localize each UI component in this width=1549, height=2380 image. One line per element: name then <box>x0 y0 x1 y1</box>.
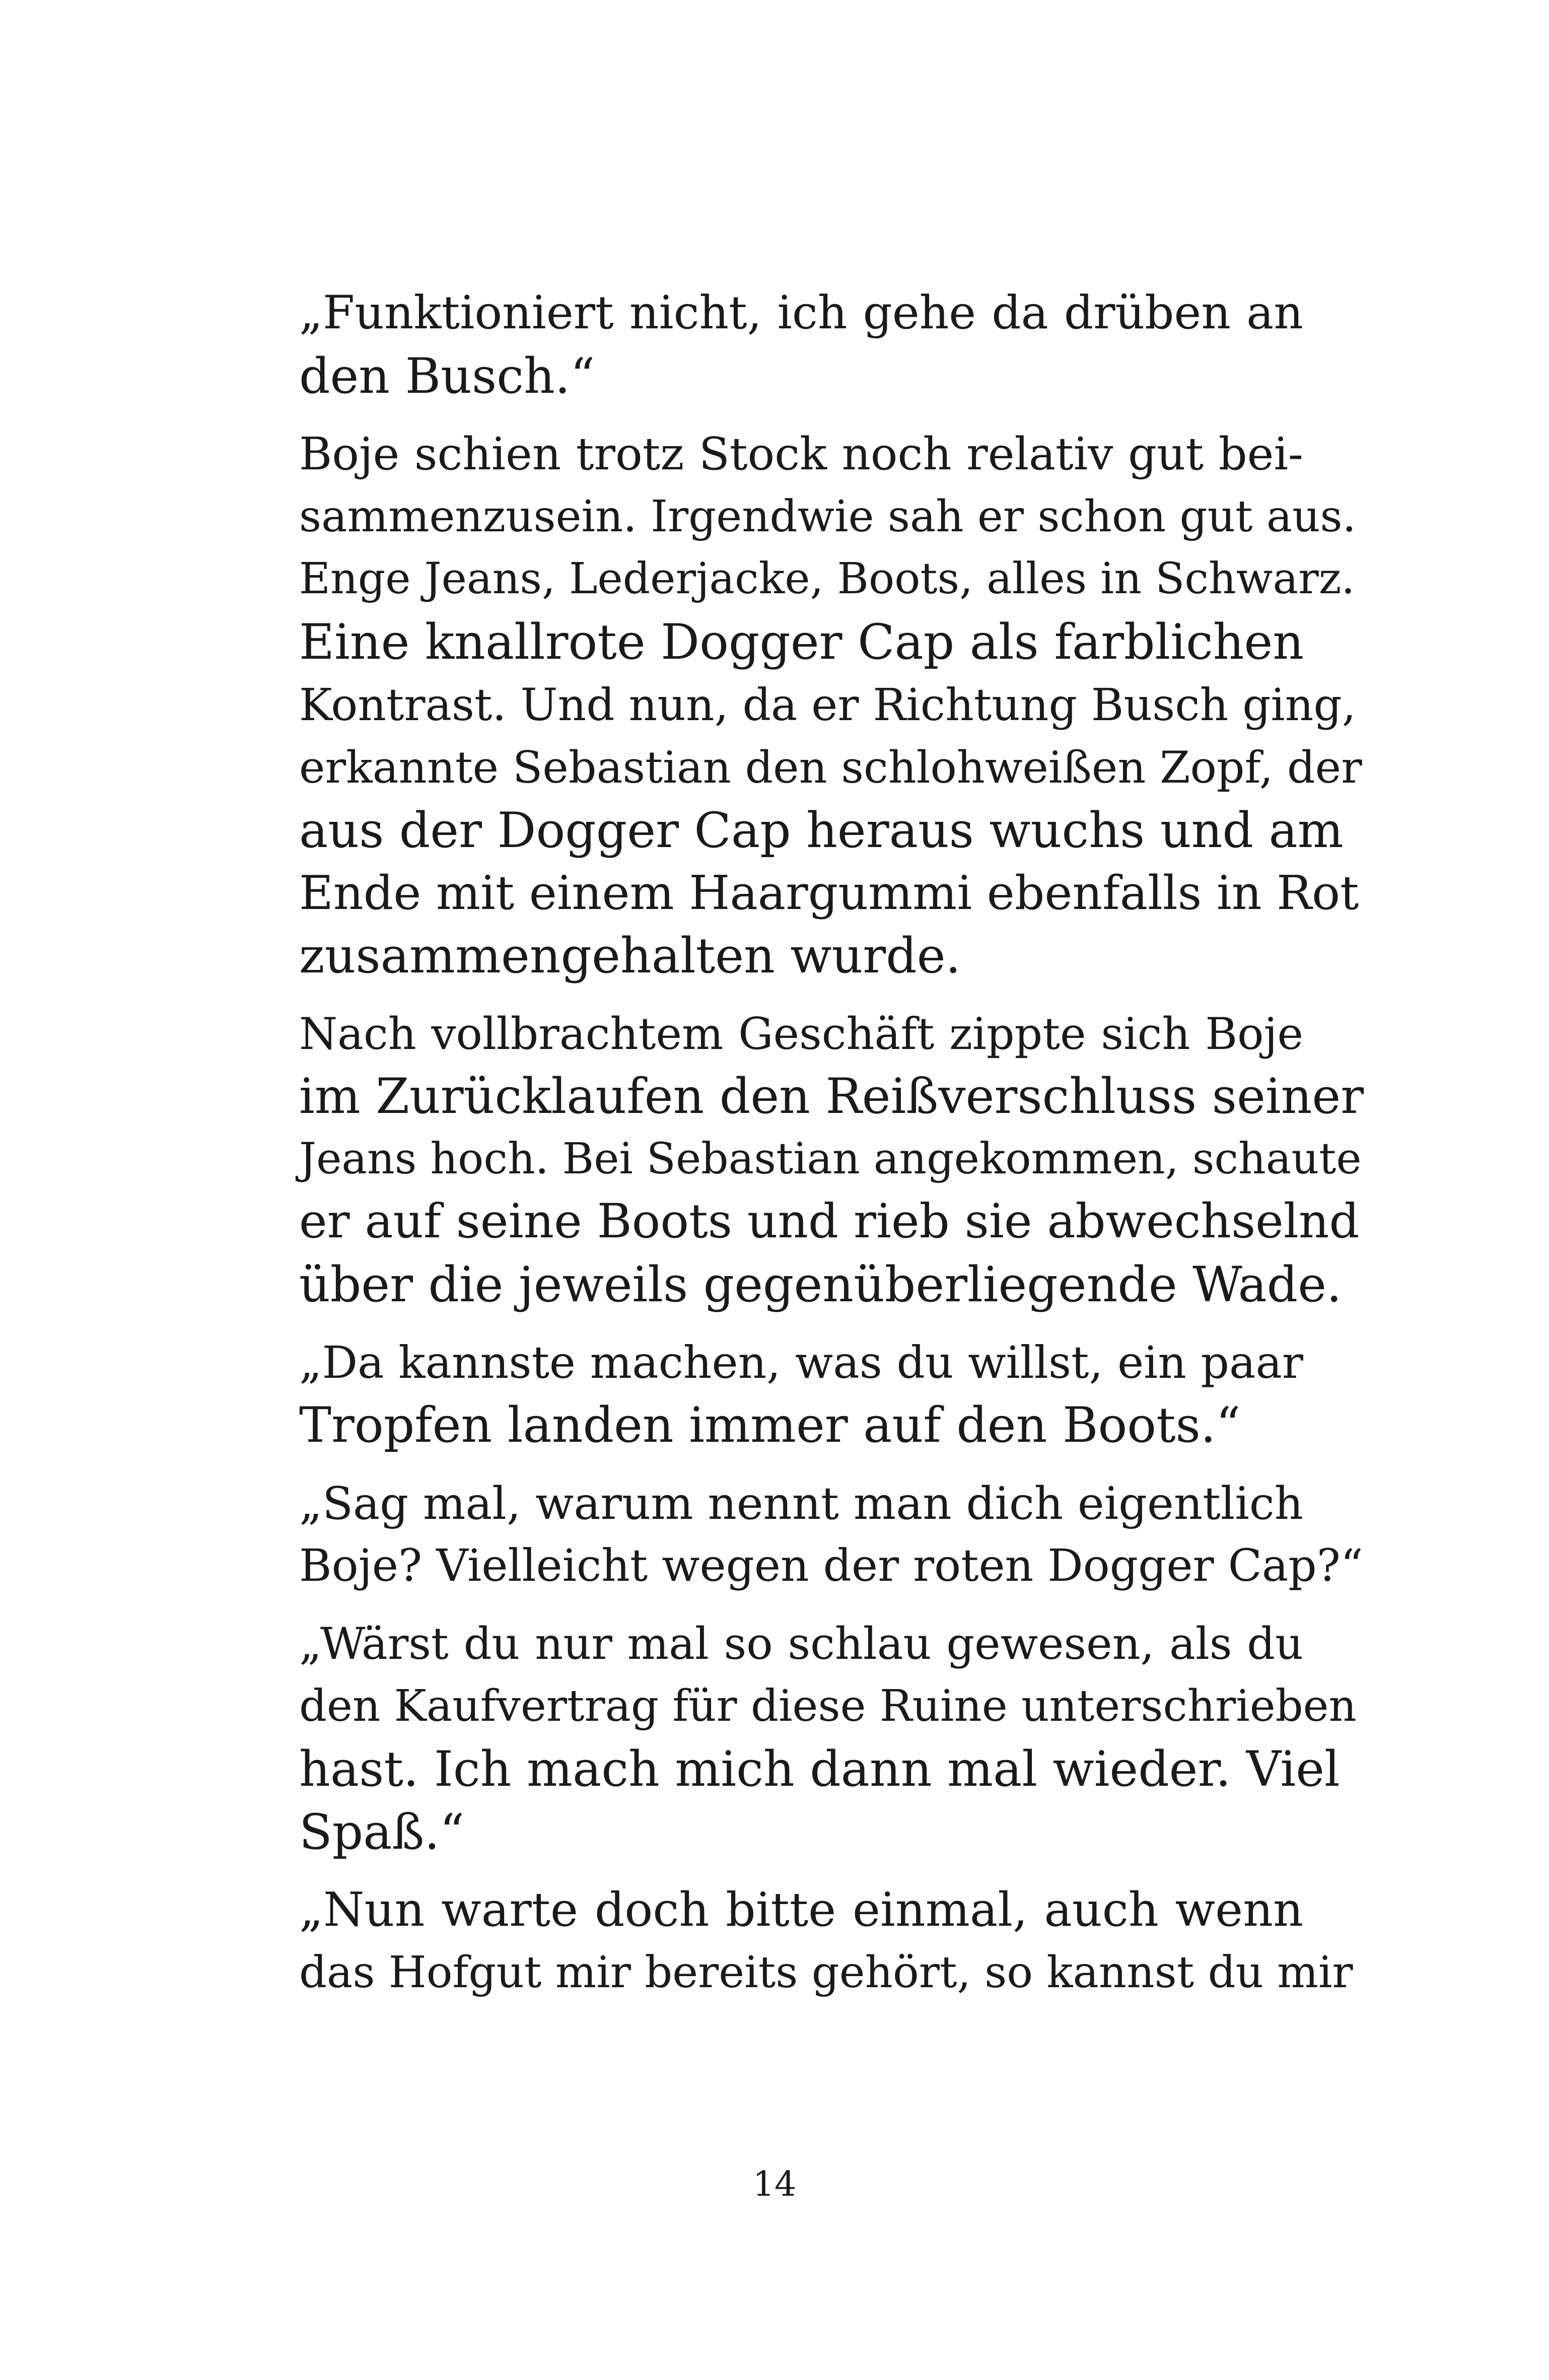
text-line: das Hofgut mir bereits gehört, so kannst du mir <box>299 1947 1353 1998</box>
text-line: „Nun warte doch bitte einmal, auch wenn <box>299 1882 1303 1937</box>
paragraph <box>238 282 1303 407</box>
text-line: den Kaufvertrag für diese Ruine unterschrieben <box>299 1681 1357 1732</box>
paragraph <box>238 423 1362 987</box>
text-line: er auf seine Boots und rieb sie abwechselnd <box>299 1194 1360 1249</box>
paragraph <box>238 1003 1364 1316</box>
text-line: Kontrast. Und nun, da er Richtung Busch ging, <box>299 678 1356 731</box>
text-line: Ende mit einem Haargummi ebenfalls in Rot <box>299 866 1359 921</box>
text-line: „Da kannste machen, was du willst, ein paar <box>299 1336 1303 1388</box>
text-line: zusammengehalten wurde. <box>299 927 961 984</box>
text-line: über die jeweils gegenüberliegende Wade. <box>299 1256 1342 1313</box>
text-line: sammenzusein. Irgendwie sah er schon gut aus. <box>299 491 1357 542</box>
text-line: Tropfen landen immer auf den Boots.“ <box>299 1397 1241 1454</box>
text-line: Boje schien trotz Stock noch relativ gut bei- <box>299 428 1303 480</box>
text-line: „Wärst du nur mal so schlau gewesen, als du <box>299 1618 1303 1669</box>
text-line: Boje? Vielleicht wegen der roten Dogger Cap?“ <box>299 1539 1363 1592</box>
paragraph <box>238 1332 1303 1457</box>
text-line: aus der Dogger Cap heraus wuchs und am <box>299 802 1344 859</box>
text-line: Nach vollbrachtem Geschäft zippte sich Boje <box>299 1008 1303 1060</box>
text-line: Spaß.“ <box>299 1803 465 1860</box>
text-line: erkannte Sebastian den schlohweißen Zopf, der <box>299 742 1362 794</box>
text-line: „Sag mal, warum nennt man dich eigentlich <box>299 1477 1303 1529</box>
text-line: den Busch.“ <box>299 347 595 404</box>
paragraph <box>238 1878 1353 2004</box>
text-line: Eine knallrote Dogger Cap als farblichen <box>299 613 1304 670</box>
text-line: im Zurücklaufen den Reißverschluss seiner <box>299 1068 1364 1125</box>
text-line: Enge Jeans, Lederjacke, Boots, alles in Schwarz. <box>299 554 1355 604</box>
text-line: Jeans hoch. Bei Sebastian angekommen, schaute <box>299 1134 1362 1184</box>
text-line: „Funktioniert nicht, ich gehe da drüben an <box>299 287 1303 339</box>
paragraph <box>238 1613 1357 1863</box>
text-line: hast. Ich mach mich dann mal wieder. Viel <box>299 1741 1340 1798</box>
paragraph <box>238 1472 1363 1597</box>
page-number: 14 <box>752 2164 797 2204</box>
body-text <box>238 282 1364 2019</box>
